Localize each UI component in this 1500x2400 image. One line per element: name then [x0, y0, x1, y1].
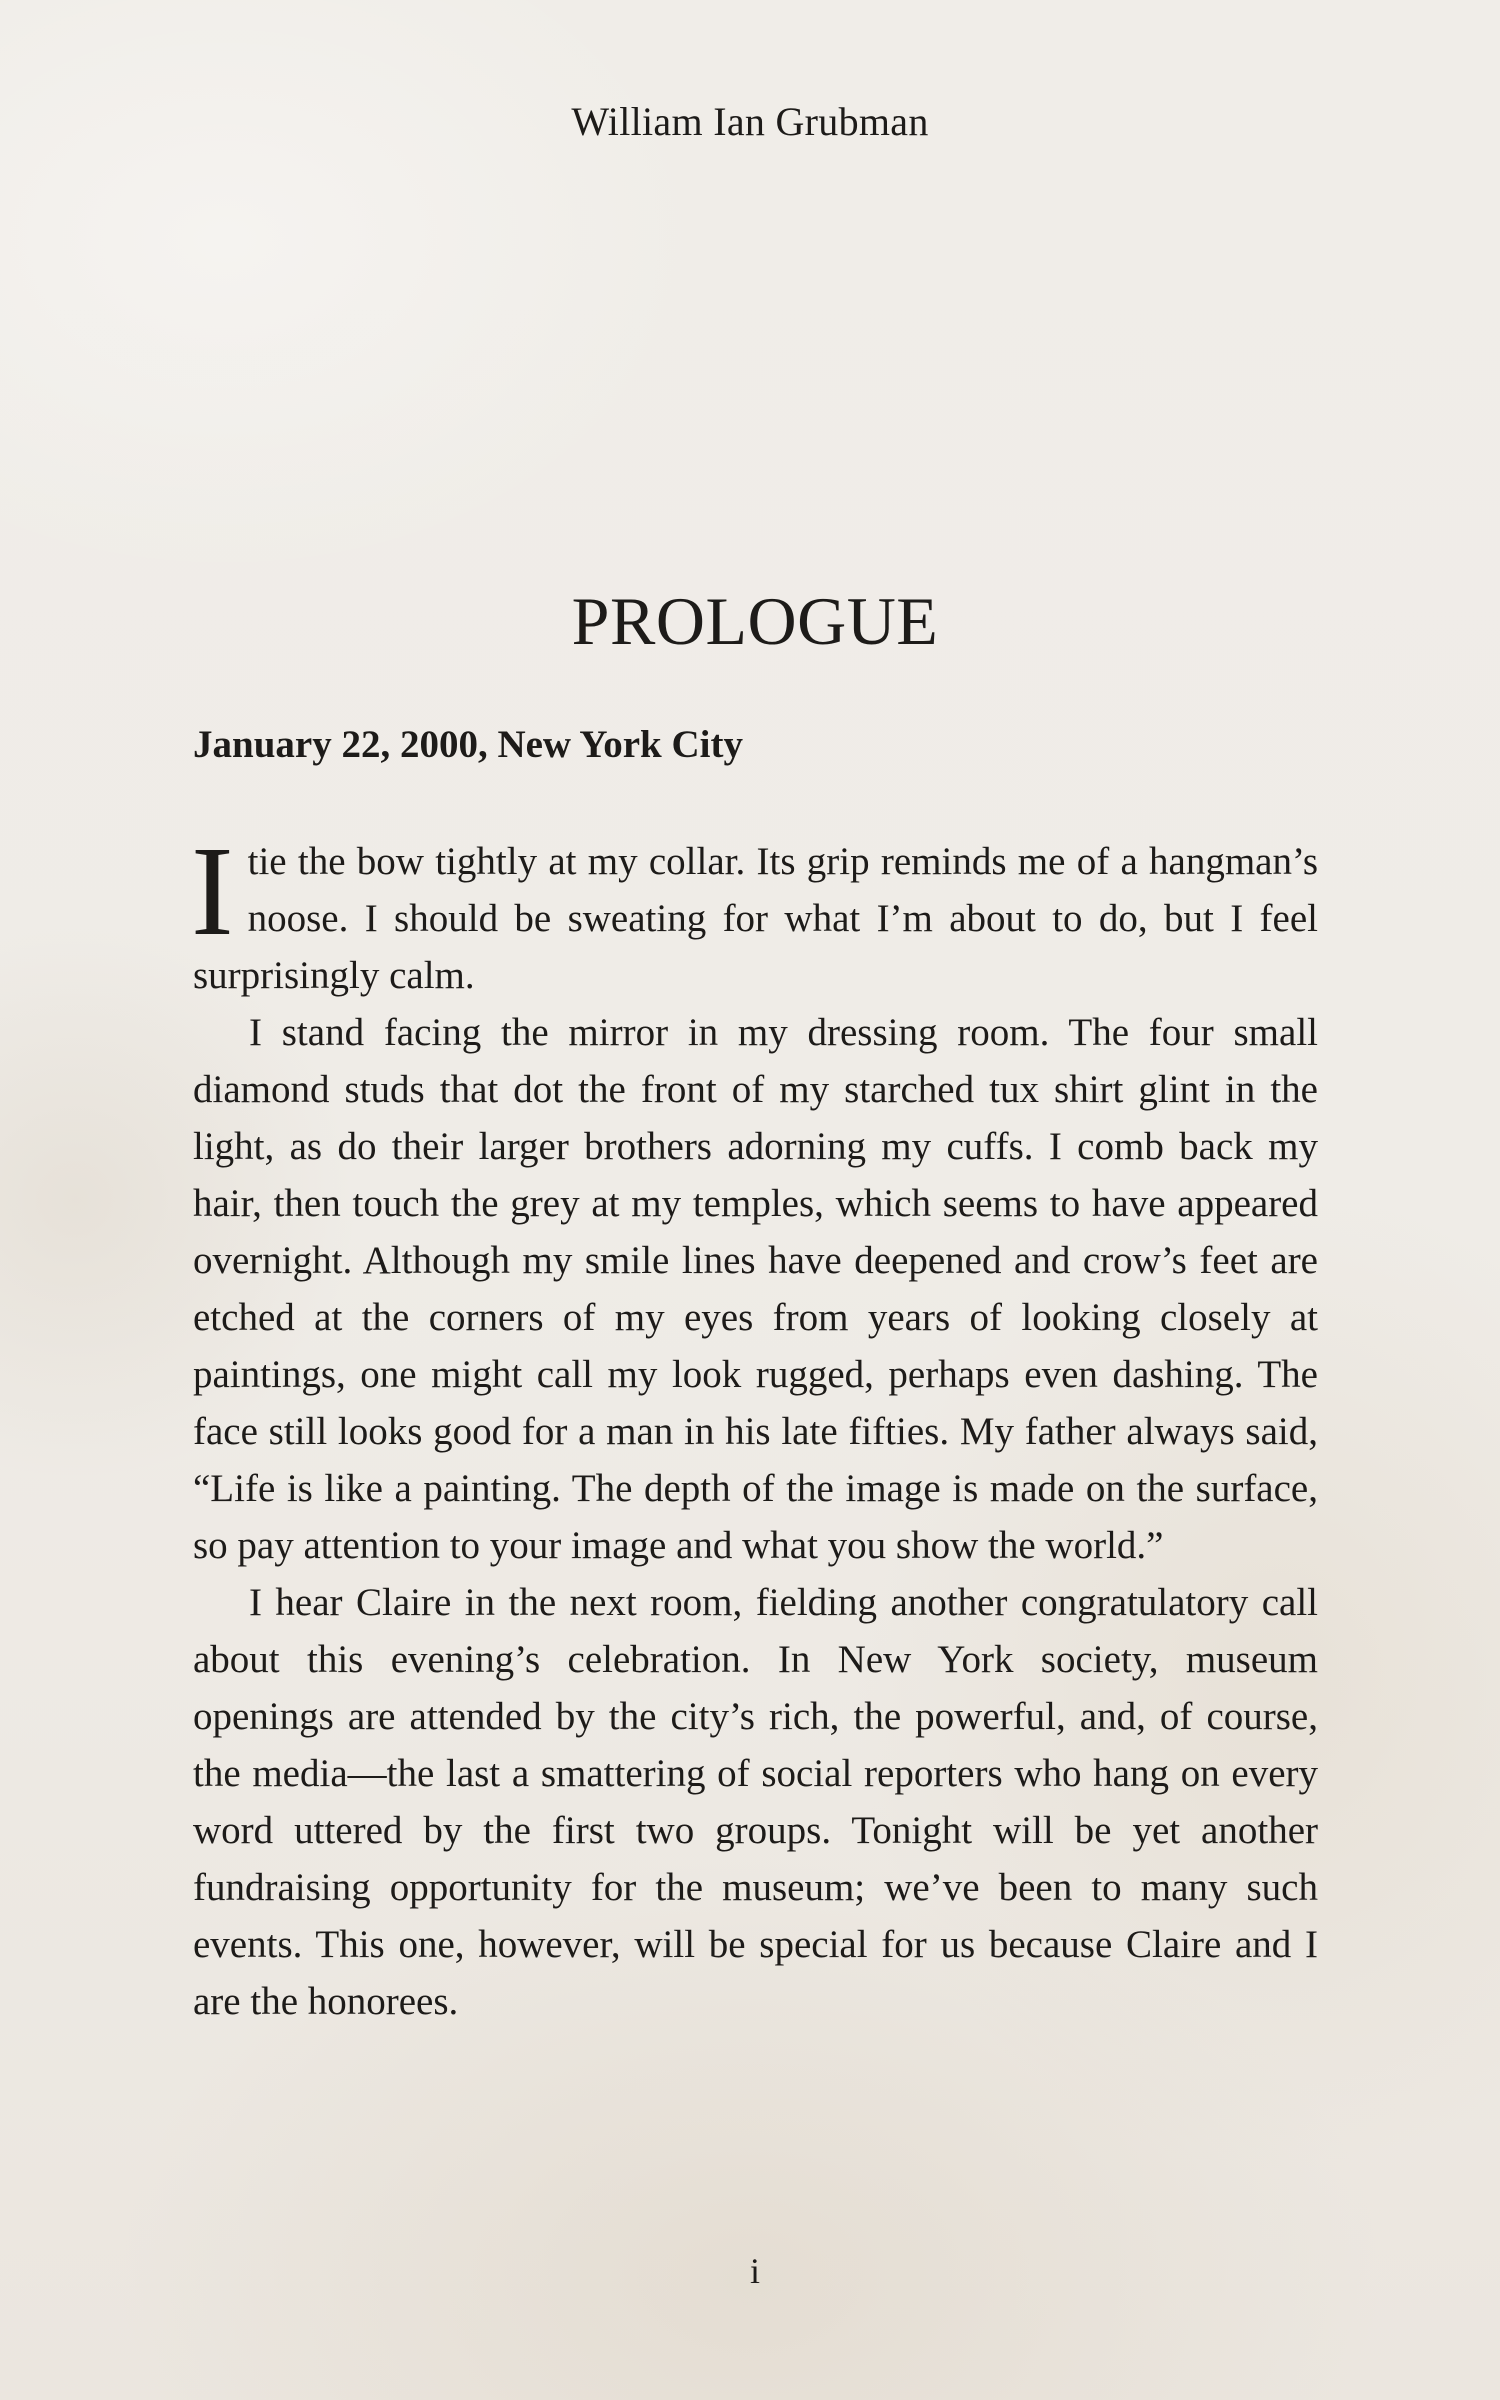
- body-text: [191, 820, 1318, 2030]
- chapter-dateline: January 22, 2000, New York City: [193, 723, 743, 766]
- paragraph-3: I hear Claire in the next room, fielding another congratulatory call about this evening’s celebration. In New York society, museum openings are attended by the city’s rich, the powerful, and, of course, the media—the last a smattering of social reporters who hang on every word uttered by the first two groups. Tonight will be yet another fundraising opportunity for the museum; we’ve been to many such events. This one, however, will be special for us because Claire and I are the honorees.: [193, 1581, 1318, 2023]
- paragraph-1: [191, 820, 1318, 1004]
- page-number: i: [749, 2251, 760, 2291]
- paragraph-2: I stand facing the mirror in my dressing room. The four small diamond studs that dot the front of my starched tux shirt glint in the light, as do their larger brothers adorning my cuffs. I comb back my hair, then touch the grey at my temples, which seems to have appeared overnight. Although my smile lines have deepened and crow’s feet are etched at the corners of my eyes from years of looking closely at paintings, one might call my look rugged, perhaps even dashing. The face still looks good for a man in his late fifties. My father always said, “Life is like a painting. The depth of the image is made on the surface, so pay attention to your image and what you show the world.”: [193, 1011, 1318, 1567]
- chapter-title: PROLOGUE: [571, 583, 939, 659]
- paragraph-1-text: tie the bow tightly at my collar. Its grip reminds me of a hangman’s noose. I should be sweating for what I’m about to do, but I feel surprisingly calm.: [193, 840, 1318, 997]
- running-header-author: William Ian Grubman: [571, 99, 929, 144]
- drop-cap: I: [191, 820, 234, 962]
